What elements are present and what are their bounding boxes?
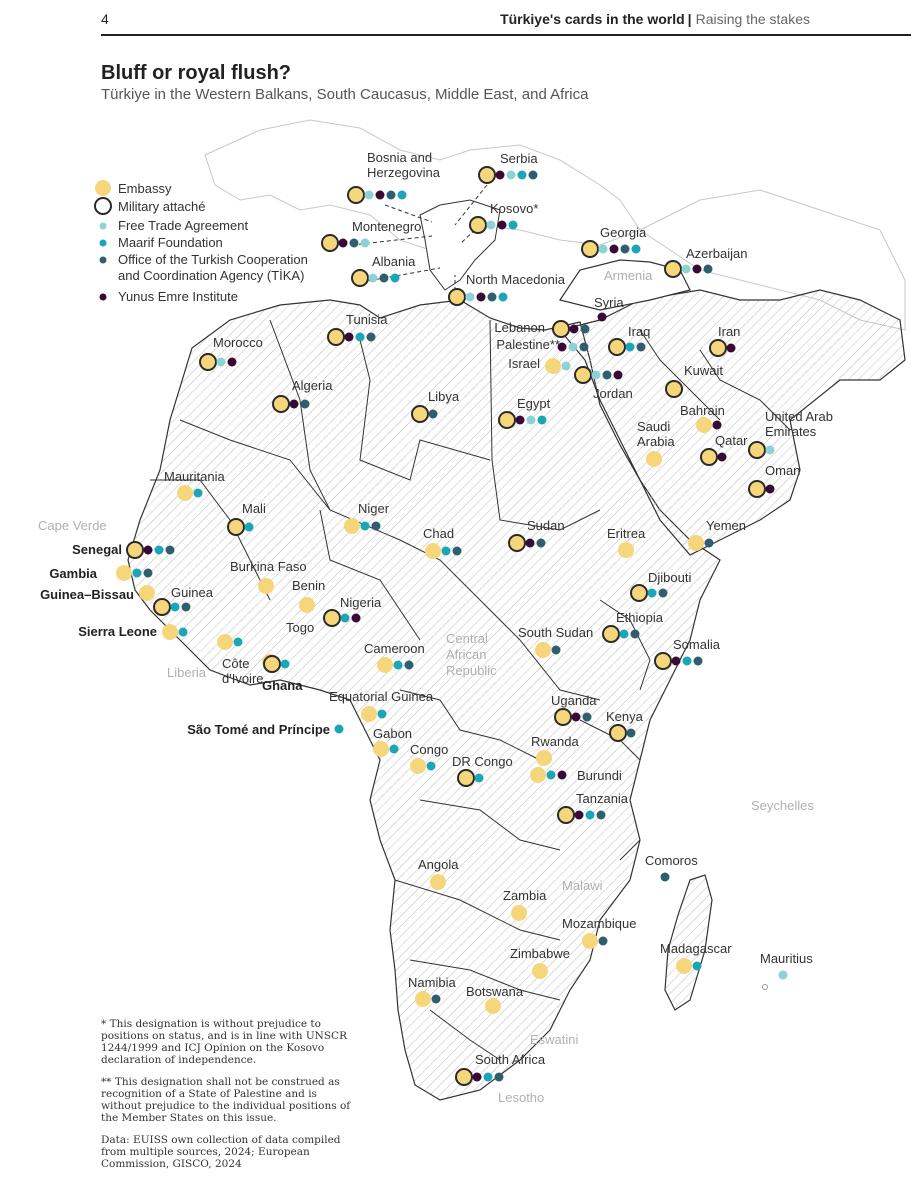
marker-group-mauritius	[779, 971, 788, 980]
label-djibouti: Djibouti	[648, 570, 692, 585]
legend-tika-label: Office of the Turkish Cooperation	[118, 252, 308, 267]
label-chad: Chad	[423, 526, 455, 541]
yunus-marker	[575, 811, 584, 820]
embassy-military-marker	[575, 367, 591, 383]
yunus-marker	[516, 416, 525, 425]
maarif-marker	[398, 191, 407, 200]
yunus-marker	[376, 191, 385, 200]
mauritius-island	[763, 985, 768, 990]
yunus-marker	[766, 485, 775, 494]
legend-fta-label: Free Trade Agreement	[118, 218, 249, 233]
label-palestine: Palestine**	[496, 337, 560, 352]
embassy-marker	[217, 634, 233, 650]
label-guinea-bissau: Guinea–Bissau	[40, 587, 134, 602]
tika-marker	[166, 546, 175, 555]
maarif-marker	[394, 661, 403, 670]
label-libya: Libya	[428, 389, 460, 404]
embassy-marker	[535, 642, 551, 658]
footnote-palestine: ** This designation shall not be construed as recognition of a State of Palestine and is without prejudice to the individual positions of the Member States on this issue.	[101, 1076, 351, 1124]
label-togo: Togo	[286, 620, 315, 635]
embassy-marker	[162, 624, 178, 640]
marker-group-montenegro	[322, 235, 370, 251]
embassy-military-marker	[449, 289, 465, 305]
label-nigeria: Nigeria	[340, 595, 382, 610]
footnote-kosovo: * This designation is without prejudice to positions on status, and is in line with UNSCR 1244/1999 and ICJ Opinion on the Kosovo declaration of independence.	[101, 1018, 348, 1066]
embassy-military-marker	[582, 241, 598, 257]
embassy-military-marker	[553, 321, 569, 337]
legend-fta-swatch	[100, 223, 107, 230]
running-head-separator: |	[687, 11, 692, 27]
fta-marker	[779, 971, 788, 980]
label-car-1: Central	[446, 631, 488, 646]
maarif-marker	[179, 628, 188, 637]
embassy-military-marker	[558, 807, 574, 823]
embassy-marker	[646, 451, 662, 467]
legend-yunus-swatch	[100, 294, 107, 301]
label-comoros: Comoros	[645, 853, 698, 868]
tika-marker	[387, 191, 396, 200]
legend-yunus-label: Yunus Emre Institute	[118, 289, 238, 304]
tika-marker	[597, 811, 606, 820]
legend-military-label: Military attaché	[118, 199, 206, 214]
tika-marker	[372, 522, 381, 531]
tika-marker	[488, 293, 497, 302]
label-sierra-leone: Sierra Leone	[78, 624, 157, 639]
embassy-marker	[377, 657, 393, 673]
embassy-military-marker	[749, 481, 765, 497]
label-bosnia-and-2: Herzegovina	[367, 165, 440, 180]
yunus-marker	[477, 293, 486, 302]
maarif-marker	[391, 274, 400, 283]
yunus-marker	[693, 265, 702, 274]
marker-group-guinea-bissau	[139, 585, 155, 601]
fta-marker	[592, 371, 601, 380]
legend-tika-label-2: and Coordination Agency (TİKA)	[118, 268, 305, 283]
marker-group-burkina-faso	[258, 578, 274, 594]
yunus-marker	[352, 614, 361, 623]
marker-group-zimbabwe	[532, 963, 548, 979]
label-car-2: African	[446, 647, 487, 662]
embassy-marker	[410, 758, 426, 774]
yunus-marker	[345, 333, 354, 342]
marker-group-comoros	[661, 873, 670, 882]
maarif-marker	[509, 221, 518, 230]
yunus-marker	[718, 453, 727, 462]
embassy-military-marker	[609, 339, 625, 355]
embassy-marker	[258, 578, 274, 594]
embassy-marker	[425, 543, 441, 559]
section-title: Raising the stakes	[695, 11, 810, 27]
marker-group-eritrea	[618, 542, 634, 558]
legend-embassy-label: Embassy	[118, 181, 172, 196]
yunus-marker	[473, 1073, 482, 1082]
yunus-marker	[498, 221, 507, 230]
marker-group-albania	[352, 270, 400, 286]
embassy-military-marker	[665, 261, 681, 277]
embassy-military-marker	[603, 626, 619, 642]
maarif-marker	[626, 343, 635, 352]
label-montenegro: Montenegro	[352, 219, 422, 234]
tika-marker	[495, 1073, 504, 1082]
maarif-marker	[620, 630, 629, 639]
embassy-marker	[116, 565, 132, 581]
yunus-marker	[339, 239, 348, 248]
maarif-marker	[194, 489, 203, 498]
embassy-marker	[177, 485, 193, 501]
yunus-marker	[610, 245, 619, 254]
label-congo: Congo	[410, 742, 449, 757]
maarif-marker	[155, 546, 164, 555]
tika-marker	[637, 343, 646, 352]
label-israel: Israel	[508, 356, 540, 371]
label-armenia: Armenia	[604, 268, 653, 283]
fta-marker	[466, 293, 475, 302]
label-egypt: Egypt	[517, 396, 551, 411]
tika-marker	[529, 171, 538, 180]
label-angola: Angola	[418, 857, 459, 872]
maarif-marker	[484, 1073, 493, 1082]
footnotes	[101, 1018, 351, 1180]
marker-group-north-macedonia	[449, 289, 508, 305]
label-saudi: Saudi	[637, 419, 671, 434]
yunus-marker	[558, 771, 567, 780]
embassy-military-marker	[273, 396, 289, 412]
maarif-marker	[547, 771, 556, 780]
embassy-military-marker	[456, 1069, 472, 1085]
label-liberia: Liberia	[167, 665, 207, 680]
embassy-marker	[299, 597, 315, 613]
embassy-military-marker	[555, 709, 571, 725]
embassy-military-marker	[264, 656, 280, 672]
embassy-marker	[532, 963, 548, 979]
label-lebanon: Lebanon	[494, 320, 545, 335]
maarif-marker	[648, 589, 657, 598]
label-mozambique: Mozambique	[562, 916, 637, 931]
embassy-marker	[485, 998, 501, 1014]
label-albania: Albania	[372, 254, 416, 269]
maarif-marker	[499, 293, 508, 302]
label-georgia: Georgia	[600, 225, 647, 240]
maarif-marker	[356, 333, 365, 342]
label-jordan: Jordan	[593, 386, 633, 401]
label-seychelles: Seychelles	[751, 798, 814, 813]
embassy-military-marker	[352, 270, 368, 286]
yunus-marker	[496, 171, 505, 180]
embassy-military-marker	[610, 725, 626, 741]
tika-marker	[627, 729, 636, 738]
embassy-military-marker	[666, 381, 682, 397]
tika-marker	[453, 547, 462, 556]
label-lesotho: Lesotho	[498, 1090, 545, 1105]
maarif-marker	[518, 171, 527, 180]
embassy-marker	[545, 358, 561, 374]
marker-group-rwanda	[536, 750, 552, 766]
fta-marker	[569, 343, 578, 352]
legend-military-swatch	[95, 198, 111, 214]
embassy-military-marker	[479, 167, 495, 183]
marker-group-kuwait	[666, 381, 682, 397]
label-cape-verde: Cape Verde	[38, 518, 107, 533]
label-cote-2: d'Ivoire	[222, 671, 264, 686]
embassy-military-marker	[458, 770, 474, 786]
embassy-marker	[373, 741, 389, 757]
tika-marker	[694, 657, 703, 666]
map-subtitle: Türkiye in the Western Balkans, South Caucasus, Middle East, and Africa	[101, 86, 589, 103]
embassy-military-marker	[412, 406, 428, 422]
maarif-marker	[378, 710, 387, 719]
embassy-military-marker	[127, 542, 143, 558]
yunus-marker	[727, 344, 736, 353]
tika-marker	[350, 239, 359, 248]
label-iran: Iran	[718, 324, 741, 339]
yunus-marker	[672, 657, 681, 666]
embassy-military-marker	[749, 442, 765, 458]
maarif-marker	[475, 774, 484, 783]
label-saudi-2: Arabia	[637, 434, 675, 449]
label-oman: Oman	[765, 463, 801, 478]
embassy-marker	[696, 417, 712, 433]
tika-marker	[429, 410, 438, 419]
label-sudan: Sudan	[527, 518, 565, 533]
maarif-marker	[693, 962, 702, 971]
fta-marker	[369, 274, 378, 283]
marker-group-georgia	[582, 241, 641, 257]
marker-group-saudi	[646, 451, 662, 467]
marker-group-syria	[598, 313, 607, 322]
embassy-marker	[536, 750, 552, 766]
label-rwanda: Rwanda	[531, 734, 579, 749]
page-number: 4	[101, 11, 109, 27]
maarif-marker	[442, 547, 451, 556]
tika-marker	[580, 343, 589, 352]
tika-marker	[621, 245, 630, 254]
fta-marker	[599, 245, 608, 254]
tika-marker	[705, 539, 714, 548]
tika-marker	[144, 569, 153, 578]
tika-marker	[380, 274, 389, 283]
embassy-military-marker	[701, 449, 717, 465]
label-mauritania: Mauritania	[164, 469, 225, 484]
label-north-macedonia: North Macedonia	[466, 272, 565, 287]
fta-marker	[682, 265, 691, 274]
label-car-3: Republic	[446, 663, 497, 678]
yunus-marker	[290, 400, 299, 409]
maarif-marker	[361, 522, 370, 531]
yunus-marker	[570, 325, 579, 334]
embassy-military-marker	[710, 340, 726, 356]
embassy-military-marker	[470, 217, 486, 233]
tika-marker	[659, 589, 668, 598]
tika-marker	[552, 646, 561, 655]
embassy-military-marker	[200, 354, 216, 370]
marker-group-mozambique	[582, 933, 608, 949]
legend-embassy-swatch	[95, 180, 111, 196]
label-morocco: Morocco	[213, 335, 263, 350]
yunus-marker	[526, 539, 535, 548]
label-mali: Mali	[242, 501, 266, 516]
yunus-marker	[228, 358, 237, 367]
label-namibia: Namibia	[408, 975, 456, 990]
label-kuwait: Kuwait	[684, 363, 724, 378]
maarif-marker	[427, 762, 436, 771]
maarif-marker	[586, 811, 595, 820]
label-united-arab: United Arab	[765, 409, 833, 424]
series-title: Türkiye's cards in the world	[500, 11, 685, 27]
label-yemen: Yemen	[706, 518, 746, 533]
embassy-marker	[676, 958, 692, 974]
tika-marker	[432, 995, 441, 1004]
label-cote: Côte	[222, 656, 250, 671]
legend-maarif-swatch	[100, 240, 107, 247]
label-algeria: Algeria	[292, 378, 333, 393]
fta-marker	[507, 171, 516, 180]
maarif-marker	[245, 523, 254, 532]
map-title: Bluff or royal flush?	[101, 62, 291, 84]
embassy-military-marker	[328, 329, 344, 345]
label-kosovo: Kosovo*	[490, 201, 539, 216]
tika-marker	[537, 539, 546, 548]
tika-marker	[599, 937, 608, 946]
label-dr-congo: DR Congo	[452, 754, 513, 769]
label-gambia: Gambia	[49, 566, 97, 581]
legend-tika-swatch	[100, 257, 107, 264]
marker-group-sao-tome-and-principe	[335, 725, 344, 734]
maarif-marker	[281, 660, 290, 669]
marker-group-benin	[299, 597, 315, 613]
label-azerbaijan: Azerbaijan	[686, 246, 748, 261]
label-equatorial-guinea: Equatorial Guinea	[329, 689, 434, 704]
embassy-military-marker	[322, 235, 338, 251]
embassy-military-marker	[228, 519, 244, 535]
label-sao-tome-and-principe: São Tomé and Príncipe	[187, 722, 330, 737]
label-benin: Benin	[292, 578, 326, 593]
embassy-marker	[344, 518, 360, 534]
embassy-marker	[511, 905, 527, 921]
label-senegal: Senegal	[72, 542, 122, 557]
maarif-marker	[341, 614, 350, 623]
tika-marker	[405, 661, 414, 670]
fta-marker	[361, 239, 370, 248]
embassy-marker	[618, 542, 634, 558]
label-south-sudan: South Sudan	[518, 625, 594, 640]
legend-maarif-label: Maarif Foundation	[118, 235, 223, 250]
maarif-marker	[632, 245, 641, 254]
embassy-marker	[430, 874, 446, 890]
label-uganda: Uganda	[551, 693, 597, 708]
label-botswana: Botswana	[466, 984, 524, 999]
embassy-military-marker	[655, 653, 671, 669]
label-united-arab-2: Emirates	[765, 424, 817, 439]
embassy-marker	[415, 991, 431, 1007]
embassy-military-marker	[499, 412, 515, 428]
label-eritrea: Eritrea	[607, 526, 646, 541]
yunus-marker	[572, 713, 581, 722]
fta-marker	[766, 446, 775, 455]
embassy-military-marker	[509, 535, 525, 551]
fta-marker	[527, 416, 536, 425]
label-syria: Syria	[594, 295, 624, 310]
data-source: Data: EUISS own collection of data compiled from multiple sources, 2024; European Commission, GISCO, 2024	[101, 1134, 341, 1170]
label-kenya: Kenya	[606, 709, 643, 724]
tika-marker	[603, 371, 612, 380]
label-qatar: Qatar	[715, 433, 748, 448]
embassy-military-marker	[154, 599, 170, 615]
maarif-marker	[234, 638, 243, 647]
label-mauritius: Mauritius	[760, 951, 813, 966]
yunus-marker	[713, 421, 722, 430]
marker-group-zambia	[511, 905, 527, 921]
label-bahrain: Bahrain	[680, 403, 725, 418]
yunus-marker	[614, 371, 623, 380]
embassy-military-marker	[631, 585, 647, 601]
marker-group-botswana	[485, 998, 501, 1014]
label-somalia: Somalia	[673, 637, 720, 652]
fta-marker	[562, 362, 571, 371]
maarif-marker	[390, 745, 399, 754]
embassy-marker	[139, 585, 155, 601]
label-ghana: Ghana	[262, 678, 303, 693]
label-zambia: Zambia	[503, 888, 547, 903]
marker-group-angola	[430, 874, 446, 890]
embassy-marker	[582, 933, 598, 949]
fta-marker	[365, 191, 374, 200]
maarif-marker	[538, 416, 547, 425]
label-guinea: Guinea	[171, 585, 213, 600]
label-malawi: Malawi	[562, 878, 603, 893]
label-burkina-faso: Burkina Faso	[230, 559, 307, 574]
label-eswatini: Eswatini	[530, 1032, 579, 1047]
embassy-marker	[530, 767, 546, 783]
tika-marker	[661, 873, 670, 882]
tika-marker	[581, 325, 590, 334]
tika-marker	[704, 265, 713, 274]
embassy-military-marker	[348, 187, 364, 203]
yunus-marker	[144, 546, 153, 555]
tika-marker	[301, 400, 310, 409]
maarif-marker	[335, 725, 344, 734]
label-madagascar: Madagascar	[660, 941, 732, 956]
marker-group-palestine	[558, 343, 589, 352]
maarif-marker	[171, 603, 180, 612]
fta-marker	[217, 358, 226, 367]
tika-marker	[367, 333, 376, 342]
label-south-africa: South Africa	[475, 1052, 546, 1067]
tika-marker	[631, 630, 640, 639]
label-ethiopia: Ethiopia	[616, 610, 663, 625]
label-burundi: Burundi	[577, 768, 622, 783]
label-niger: Niger	[358, 501, 390, 516]
label-serbia: Serbia	[500, 151, 538, 166]
label-bosnia-and: Bosnia and	[367, 150, 433, 165]
maarif-marker	[683, 657, 692, 666]
label-tanzania: Tanzania	[576, 791, 629, 806]
label-cameroon: Cameroon	[364, 641, 425, 656]
label-zimbabwe: Zimbabwe	[510, 946, 570, 961]
fta-marker	[487, 221, 496, 230]
yunus-marker	[598, 313, 607, 322]
embassy-marker	[688, 535, 704, 551]
legend	[95, 180, 308, 304]
embassy-marker	[361, 706, 377, 722]
label-iraq: Iraq	[628, 324, 651, 339]
tika-marker	[182, 603, 191, 612]
label-gabon: Gabon	[373, 726, 413, 741]
embassy-military-marker	[324, 610, 340, 626]
label-tunisia: Tunisia	[346, 312, 388, 327]
tika-marker	[583, 713, 592, 722]
maarif-marker	[133, 569, 142, 578]
